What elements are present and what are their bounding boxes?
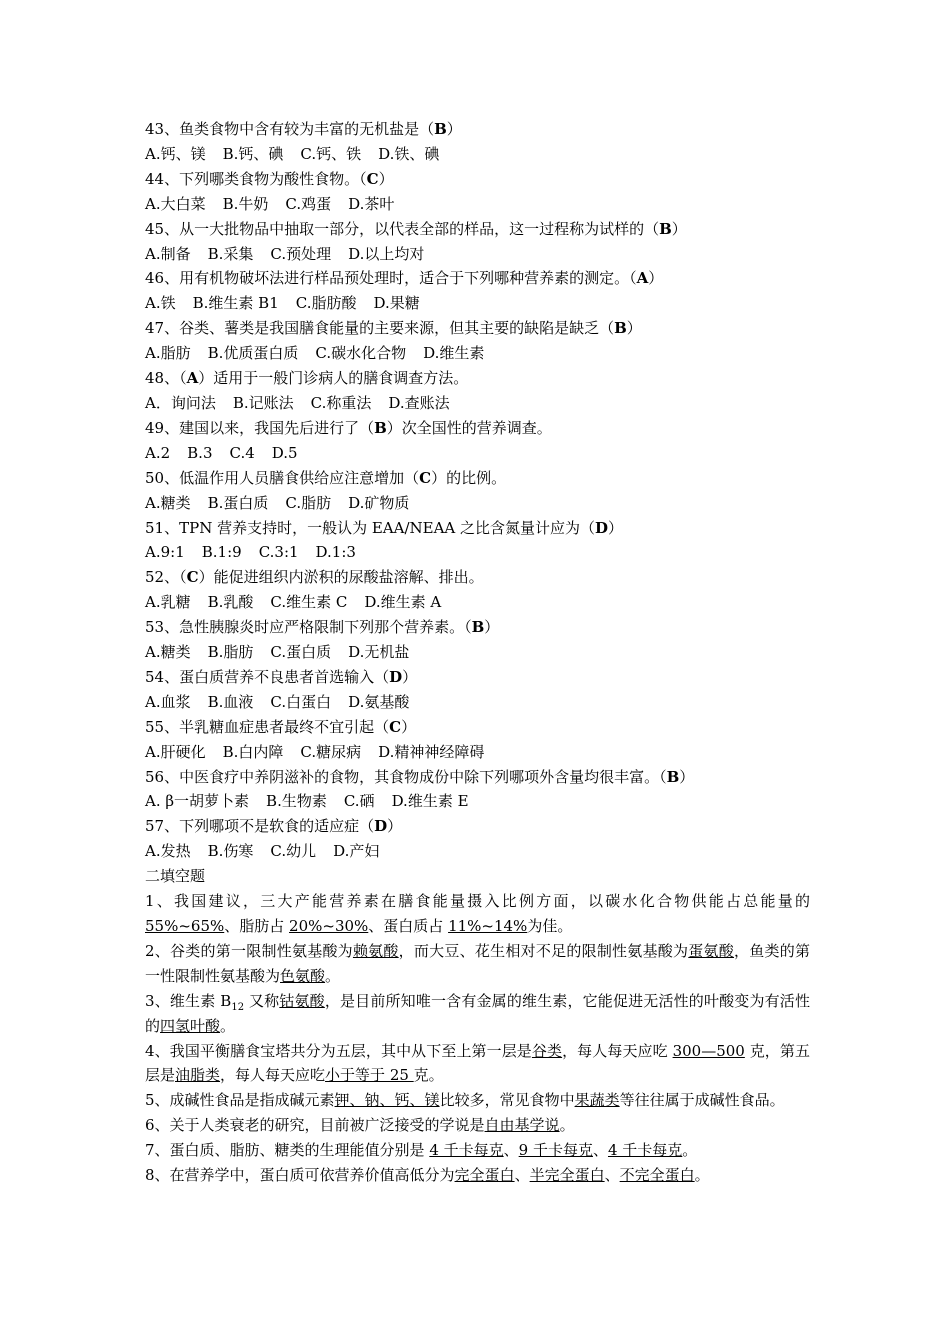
question-text: ） [484,618,500,637]
option: D.维生素 A [364,593,442,612]
option: A.制备 [145,244,191,263]
option: B.白内障 [222,742,284,761]
option: D.精神神经障碍 [378,742,485,761]
question-number: 52 [145,568,165,587]
fill-item-1: 1、我国建议，三大产能营养素在膳食能量摄入比例方面，以碳水化合物供能占总能量的55%~65%、脂肪占 20%~30%、蛋白质占 11%~14%为佳。 [145,892,810,935]
question-text: 、TPN 营养支持时，一般认为 EAA/NEAA 之比含氮量计应为（ [164,518,596,537]
question-line [145,366,810,391]
blank-answer: 完全蛋白 [454,1166,515,1185]
option: B.钙、碘 [222,144,284,163]
fill-item-3: 3、维生素 $B_{12}$ 又称钴氨酸，是目前所知唯一含有金属的维生素，它能促进无活性的叶酸变为有活性的四氢叶酸。 [145,991,810,1035]
question-text: ） [608,518,624,537]
option: C.硒 [343,792,375,811]
question-number: 57 [145,817,165,836]
question-text: ） [402,667,418,686]
option: D.维生素 E [391,792,469,811]
blank-answer: 钴氨酸 [279,991,325,1010]
options-line [145,391,810,416]
options-line [145,441,810,466]
question-text: ） [401,717,417,736]
option: A.糖类 [145,493,191,512]
answer-letter: A [186,369,199,388]
question-text: 、蛋白质营养不良患者首选输入（ [164,667,390,686]
answer-letter: B [434,120,447,138]
document-body [145,117,810,1188]
options-line [145,242,810,267]
question-line [145,316,810,341]
option: A.铁 [145,294,176,313]
option: B.1:9 [201,543,242,562]
question-line [145,665,810,690]
option: C.幼儿 [270,842,317,861]
option: D.矿物质 [348,493,410,512]
blank-answer: 四氢叶酸 [160,1016,221,1035]
fill-item-2: 2、谷类的第一限制性氨基酸为赖氨酸，而大豆、花生相对不足的限制性氨基酸为蛋氨酸，鱼类的第一性限制性氨基酸为色氨酸。 [145,941,810,985]
blank-answer: 自由基学说 [484,1116,560,1135]
blank-answer: 9 千卡每克 [518,1141,593,1160]
option: A.钙、镁 [145,144,206,163]
option: B.记账法 [232,393,294,412]
blank-answer: 4 千卡每克 [429,1141,504,1160]
option: C.脂肪酸 [295,294,357,313]
question-line [145,765,810,790]
question-text: ） [446,120,462,138]
question-line [145,466,810,491]
question-line [145,615,810,640]
option: A.9:1 [145,543,185,562]
option: D.氨基酸 [348,692,410,711]
option: D.茶叶 [348,194,395,213]
question-line [145,516,810,541]
blank-answer: 11%~14% [448,917,528,935]
options-line [145,341,810,366]
fill-item-4: 4、我国平衡膳食宝塔共分为五层，其中从下至上第一层是谷类，每人每天应吃 300—500 克，第五层是油脂类，每人每天应吃小于等于 25 克。 [145,1041,810,1085]
options-line [145,142,810,167]
option: A.乳糖 [145,593,191,612]
question-text: ） [626,319,642,338]
options-line [145,590,810,615]
question-text: 、半乳糖血症患者最终不宜引起（ [164,717,390,736]
question-text: ） [387,817,403,836]
option: A.2 [145,443,171,462]
blank-answer: 蛋氨酸 [688,941,734,960]
option: C.预处理 [270,244,332,263]
blank-answer: 赖氨酸 [352,941,399,960]
answer-letter: D [374,817,388,836]
question-number: 53 [145,618,165,637]
option: C.白蛋白 [270,692,332,711]
question-text: 、下列哪项不是软食的适应症（ [164,817,375,836]
option: A.发热 [145,842,191,861]
option: D.果糖 [373,294,420,313]
question-number: 48 [145,369,165,388]
option: C.鸡蛋 [285,194,332,213]
question-line [145,565,810,590]
question-text: 、下列哪类食物为酸性食物。（ [164,169,367,188]
fill-item-6: 6、关于人类衰老的研究，目前被广泛接受的学说是自由基学说。 [145,1116,575,1135]
blank-answer: 谷类 [531,1041,563,1060]
question-number: 51 [145,518,165,537]
question-number: 44 [145,169,165,188]
options-line [145,291,810,316]
option: A．询问法 [145,393,216,412]
answer-letter: C [389,717,402,736]
question-line [145,715,810,740]
option: A.脂肪 [145,344,191,363]
option: B.生物素 [266,792,327,811]
options-line [145,789,810,814]
option: D.5 [271,443,298,462]
option: C.3:1 [258,543,299,562]
question-text: 、从一大批物品中抽取一部分，以代表全部的样品，这一过程称为试样的（ [164,219,660,238]
option: B.脂肪 [207,643,254,662]
question-text: 、（ [164,369,187,388]
option: C.糖尿病 [300,742,362,761]
options-line [145,491,810,516]
blank-answer: 300—500 [672,1041,745,1060]
option: D.1:3 [315,543,356,562]
option: B.伤寒 [207,842,254,861]
section-title: 二填空题 [145,867,206,886]
question-line [145,117,810,142]
fill-item-5: 5、成碱性食品是指成碱元素钾、钠、钙、镁比较多，常见食物中果蔬类等往往属于成碱性食品。 [145,1091,785,1110]
question-number: 47 [145,319,165,338]
option: B.采集 [207,244,254,263]
multiple-choice-section [145,117,810,864]
blank-answer: 色氨酸 [280,966,326,985]
option: A.糖类 [145,643,191,662]
blank-answer: 钾、钠、钙、镁 [334,1091,440,1110]
option: C.4 [229,443,255,462]
option: C.脂肪 [285,493,332,512]
question-text: ） [648,269,664,288]
answer-letter: A [636,269,649,288]
question-line [145,416,810,441]
option: C.维生素 C [270,593,348,612]
blank-answer: 不完全蛋白 [619,1166,695,1185]
blank-answer: 果蔬类 [574,1091,620,1110]
option: B.优质蛋白质 [207,344,299,363]
question-number: 54 [145,667,165,686]
question-text: 、谷类、薯类是我国膳食能量的主要来源，但其主要的缺陷是缺乏（ [164,319,615,338]
blank-answer: 20%~30% [289,917,369,935]
option: C.蛋白质 [270,643,332,662]
option: D.铁、碘 [378,144,440,163]
answer-letter: D [595,518,609,537]
question-text: 、中医食疗中养阴滋补的食物，其食物成份中除下列哪项外含量均很丰富。（ [164,767,667,786]
option: B.蛋白质 [207,493,269,512]
answer-letter: B [659,219,672,238]
answer-letter: B [614,319,627,338]
question-text: ）的比例。 [431,468,507,487]
option: D.无机盐 [348,643,410,662]
question-number: 49 [145,418,165,437]
answer-letter: B [666,767,680,786]
question-number: 43 [145,120,165,138]
option: A. β一胡萝卜素 [145,792,250,811]
question-text: 、低温作用人员膳食供给应注意增加（ [164,468,420,487]
fill-item-8: 8、在营养学中，蛋白质可依营养价值高低分为完全蛋白、半完全蛋白、不完全蛋白。 [145,1166,710,1185]
answer-letter: D [389,667,403,686]
question-text: ）适用于一般门诊病人的膳食调查方法。 [198,369,469,388]
answer-letter: C [419,468,432,487]
blank-answer: 半完全蛋白 [529,1166,605,1185]
question-text: 、用有机物破坏法进行样品预处理时，适合于下列哪种营养素的测定。（ [164,269,637,288]
fill-item-7: 7、蛋白质、脂肪、糖类的生理能值分别是 4 千卡每克、9 千卡每克、4 千卡每克。 [145,1141,698,1160]
answer-letter: B [471,618,485,637]
question-number: 56 [145,767,165,786]
question-number: 45 [145,219,165,238]
question-line [145,266,810,291]
blank-answer: 4 千卡每克 [607,1141,683,1160]
options-line [145,839,810,864]
answer-letter: C [186,568,199,587]
option: B.3 [187,443,213,462]
option: D.产妇 [333,842,380,861]
option: B.乳酸 [207,593,254,612]
option: A.大白菜 [145,194,206,213]
blank-answer: 小于等于 25 [325,1066,414,1085]
option: C.钙、铁 [300,144,362,163]
options-line [145,740,810,765]
question-number: 46 [145,269,165,288]
option: D.维生素 [423,344,485,363]
option: C.称重法 [310,393,372,412]
option: A.血浆 [145,692,191,711]
question-text: 、鱼类食物中含有较为丰富的无机盐是（ [164,120,435,138]
question-number: 50 [145,468,165,487]
question-text: 、（ [164,568,187,587]
question-text: 、急性胰腺炎时应严格限制下列那个营养素。（ [164,618,472,637]
answer-letter: C [366,169,379,188]
options-line [145,192,810,217]
question-text: ） [679,767,695,786]
options-line [145,640,810,665]
option: D.查账法 [388,393,450,412]
question-text: ）能促进组织内淤积的尿酸盐溶解、排出。 [198,568,484,587]
option: B.血液 [207,692,254,711]
options-line [145,690,810,715]
subscript: 12 [231,1001,245,1013]
question-number: 55 [145,717,165,736]
question-line [145,167,810,192]
option: B.维生素 B1 [192,294,279,313]
question-text: ） [378,169,394,188]
option: B.牛奶 [222,194,269,213]
options-line [145,540,810,565]
question-line [145,217,810,242]
answer-letter: B [374,418,387,437]
question-text: ） [671,219,687,238]
option: C.碳水化合物 [315,344,407,363]
blank-answer: 55%~65% [145,917,225,935]
blank-answer: 油脂类 [175,1066,221,1085]
question-text: ）次全国性的营养调查。 [386,418,552,437]
question-line [145,814,810,839]
option: D.以上均对 [348,244,425,263]
option: A.肝硬化 [145,742,206,761]
question-text: 、建国以来，我国先后进行了（ [164,418,375,437]
